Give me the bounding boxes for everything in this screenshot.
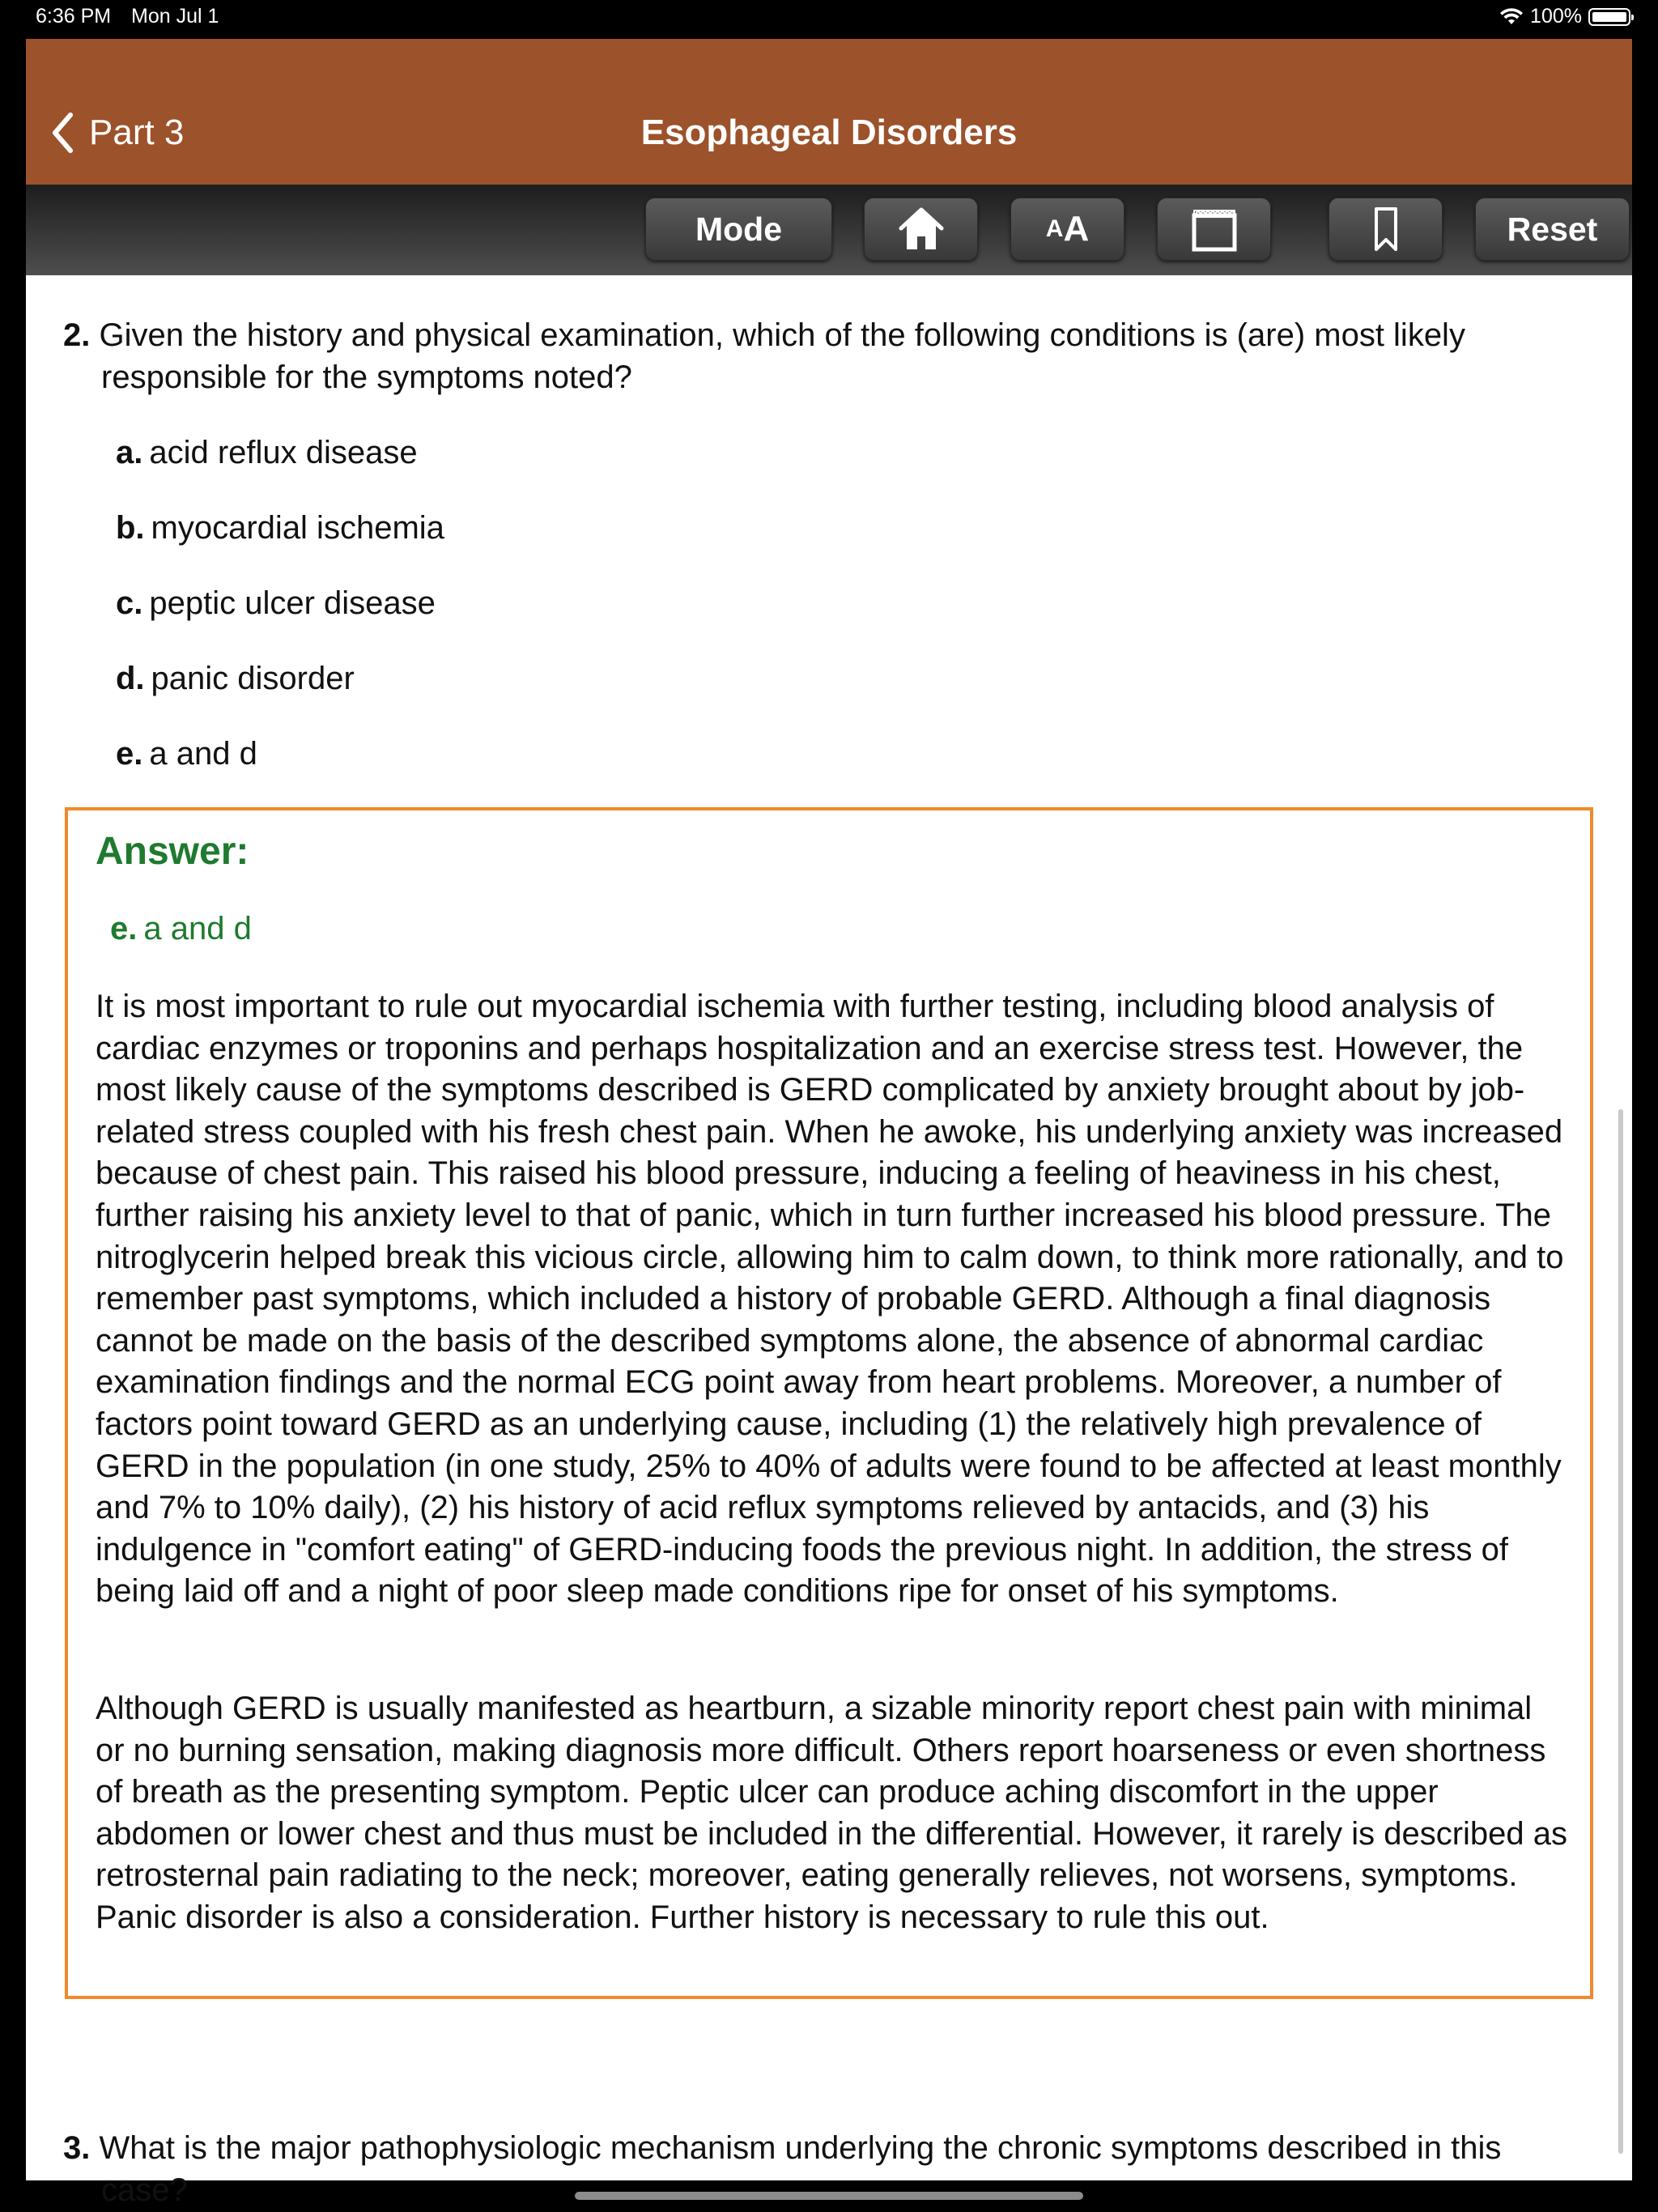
home-indicator[interactable] [575, 2192, 1083, 2200]
question-text: What is the major pathophysiologic mechanism underlying the chronic symptoms described in this case? [99, 2130, 1502, 2208]
option-letter: a. [116, 435, 143, 470]
question-number: 3. [63, 2130, 91, 2166]
answer-heading: Answer: [96, 830, 249, 873]
option-d[interactable] [116, 657, 355, 700]
option-a[interactable] [116, 432, 418, 474]
page-title: Esophageal Disorders [640, 113, 1018, 152]
option-text: acid reflux disease [149, 435, 418, 470]
status-date: Mon Jul 1 [131, 5, 219, 28]
option-c[interactable] [116, 582, 436, 624]
status-time: 6:36 PM [36, 5, 112, 28]
content-area [26, 275, 1632, 2208]
option-letter: c. [116, 585, 143, 621]
reset-button[interactable]: Reset [1475, 198, 1630, 261]
font-size-icon-large: A [1063, 209, 1090, 249]
battery-percent: 100% [1530, 5, 1582, 28]
option-letter: b. [116, 510, 145, 546]
option-text: a and d [149, 736, 257, 772]
option-letter: d. [116, 661, 145, 696]
answer-letter: e. [110, 911, 138, 946]
explanation-paragraph-2: Although GERD is usually manifested as heartburn, a sizable minority report chest pain with minimal or no burning sensation, making diagnosis more difficult. Others report hoarseness or even shortness of breath as the presenting symptom. Peptic ulcer can produce aching discomfort in the upper abdomen or lower chest and thus must be included in the differential. However, it rarely is described as retrosternal pain radiating to the neck; moreover, eating generally relieves, not worsens, symptoms. Panic disorder is also a consideration. Further history is necessary to rule this out. [96, 1691, 1568, 1935]
option-text: panic disorder [151, 661, 355, 696]
question-number: 2. [63, 317, 91, 353]
option-b[interactable] [116, 507, 444, 549]
option-letter: e. [116, 736, 143, 772]
question-2 [63, 314, 1545, 398]
back-button-label: Part 3 [89, 113, 185, 152]
scrollbar[interactable] [1618, 1109, 1623, 2154]
font-size-icon: A [1045, 215, 1064, 242]
mode-button[interactable]: Mode [645, 198, 832, 261]
answer-choice [110, 911, 252, 947]
explanation-paragraph-1: It is most important to rule out myocardial ischemia with further testing, including blood analysis of cardiac enzymes or troponins and perhaps hospitalization and an exercise stress test. However, the most likely cause of the symptoms described is GERD complicated by anxiety brought about by job-related stress coupled with his fresh chest pain. When he awoke, his underlying anxiety was increased because of chest pain. This raised his blood pressure, inducing a feeling of heaviness in his chest, further raising his anxiety level to that of panic, which in turn further increased his blood pressure. The nitroglycerin helped break this vicious circle, allowing him to calm down, to think more rationally, and to remember past symptoms, which included a history of probable GERD. Although a final diagnosis cannot be made on the basis of the described symptoms alone, the absence of abnormal cardiac examination findings and the normal ECG point away from heart problems. Moreover, a number of factors point toward GERD as an underlying cause, including (1) the relatively high prevalence of GERD in the population (in one study, 25% to 40% of adults were found to be affected at least monthly and 7% to 10% daily), (2) his history of acid reflux symptoms relieved by antacids, and (3) his indulgence in "comfort eating" of GERD-inducing foods the previous night. In addition, the stress of being laid off and a night of poor sleep made conditions ripe for onset of his symptoms. [96, 989, 1564, 1610]
option-e[interactable] [116, 733, 257, 775]
option-text: peptic ulcer disease [149, 585, 436, 621]
option-text: myocardial ischemia [151, 510, 444, 546]
question-text: Given the history and physical examination, which of the following conditions is (are) most likely responsible for the symptoms noted? [99, 317, 1465, 395]
question-2-text-block [63, 314, 1545, 398]
answer-text: a and d [143, 911, 252, 946]
